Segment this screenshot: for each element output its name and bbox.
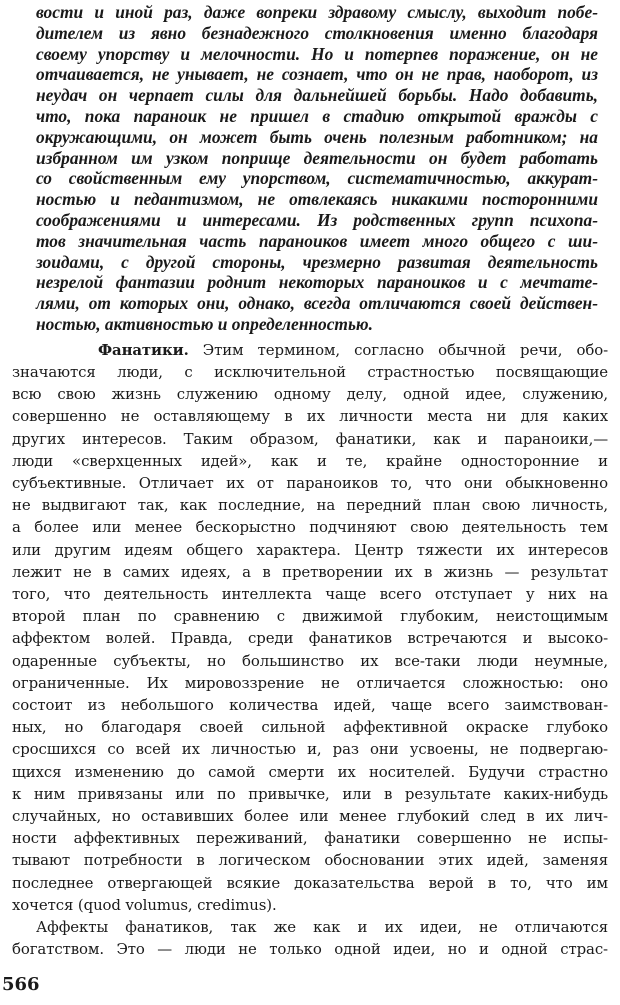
text-line: незрелой фантазии роднит некоторых параноиков и с мечтате- [36, 272, 598, 293]
text-line: последнее отвергающей всякие доказательства верой в то, что им [12, 873, 608, 892]
text-line: одаренные субъекты, но большинство их все-таки люди неумные, [12, 651, 608, 670]
text-line: что, пока параноик не пришел в стадию открытой вражды с [36, 105, 598, 126]
text-line: аффектом волей. Правда, среди фанатиков встречаются и высоко- [12, 629, 608, 648]
text-line: дителем из явно безнадежного столкновения именно благодаря [36, 22, 598, 43]
text-line: неудач он черпает силы для дальнейшей борьбы. Надо добавить, [36, 85, 598, 106]
text-line: люди «сверхценных идей», как и те, крайне односторонние и [12, 451, 608, 470]
text-line: лями, от которых они, однако, всегда отличаются своей действен- [36, 293, 598, 314]
text-line: совершенно не оставляющему в их личности места ни для каких [12, 407, 608, 426]
text-line: или другим идеям общего характера. Центр тяжести их интересов [12, 540, 608, 559]
text-fragment: Этим термином, согласно обычной речи, обо- [188, 340, 608, 359]
text-line: избранном им узком поприще деятельности он будет работать [36, 147, 598, 168]
page-number: 566 [2, 974, 40, 995]
text-line: других интересов. Таким образом, фанатики, как и параноики,— [12, 429, 608, 448]
text-line: субъективные. Отличает их от параноиков то, что они обыкновенно [12, 473, 608, 492]
text-line: зоидами, с другой стороны, чрезмерно развитая деятельность [36, 251, 598, 272]
text-line: тывают потребности в логическом обосновании этих идей, заменяя [12, 851, 608, 870]
text-line: щихся изменению до самой смерти их носителей. Будучи страстно [12, 762, 608, 781]
text-line: отчаивается, не унывает, не сознает, что он не прав, наоборот, из [36, 64, 598, 85]
text-line: окружающими, он может быть очень полезным работником; на [36, 126, 598, 147]
text-line: богатством. Это — люди не только одной идеи, но и одной страс- [12, 940, 608, 959]
text-line: ограниченные. Их мировоззрение не отличается сложностью: оно [12, 673, 608, 692]
text-line: ностью, активностью и определенностью. [36, 313, 373, 334]
text-line: не выдвигают так, как последние, на передний план свою личность, [12, 496, 608, 515]
fanatics-paragraph [12, 339, 608, 916]
text-line: ностью и педантизмом, не отвлекаясь никакими посторонними [36, 189, 598, 210]
text-line: со свойственным ему упорством, систематичностью, аккурат- [36, 168, 598, 189]
text-line: вости и иной раз, даже вопреки здравому смыслу, выходит побе- [36, 2, 598, 22]
text-line: хочется (quod volumus, credimus). [12, 895, 277, 914]
text-line: а более или менее бескорыстно подчиняют свою деятельность тем [12, 518, 608, 537]
text-line: ности аффективных переживаний, фанатики совершенно не испы- [12, 829, 608, 848]
text-line: сросшихся со всей их личностью и, раз они усвоены, не подвергаю- [12, 740, 608, 759]
text-line: того, что деятельность интеллекта чаще всего отступает у них на [12, 584, 608, 603]
term-heading: Фанатики. [98, 340, 189, 359]
text-line: тов значительная часть параноиков имеет много общего с ши- [36, 230, 598, 251]
text-line: соображениями и интересами. Из родственных групп психопа- [36, 209, 598, 230]
text-line: Аффекты фанатиков, так же как и их идеи, не отличаются [36, 918, 608, 937]
text-line: второй план по сравнению с движимой глубоким, неистощимым [12, 607, 608, 626]
paragraph-first-line [12, 339, 608, 361]
text-line: случайных, но оставивших более или менее глубокий след в их лич- [12, 807, 608, 826]
text-line: к ним привязаны или по привычке, или в результате каких-нибудь [12, 784, 608, 803]
text-line: ных, но благодаря своей сильной аффективной окраске глубоко [12, 718, 608, 737]
text-line: всю свою жизнь служению одному делу, одной идее, служению, [12, 385, 608, 404]
affects-paragraph [12, 916, 608, 960]
text-line: значаются люди, с исключительной страстностью посвящающие [12, 362, 608, 381]
italic-paragraph [12, 2, 608, 335]
text-line: состоит из небольшого количества идей, чаще всего заимствован- [12, 696, 608, 714]
text-line: лежит не в самих идеях, а в претворении их в жизнь — результат [12, 562, 608, 581]
text-line: своему упорству и мелочности. Но и потерпев поражение, он не [36, 43, 598, 64]
